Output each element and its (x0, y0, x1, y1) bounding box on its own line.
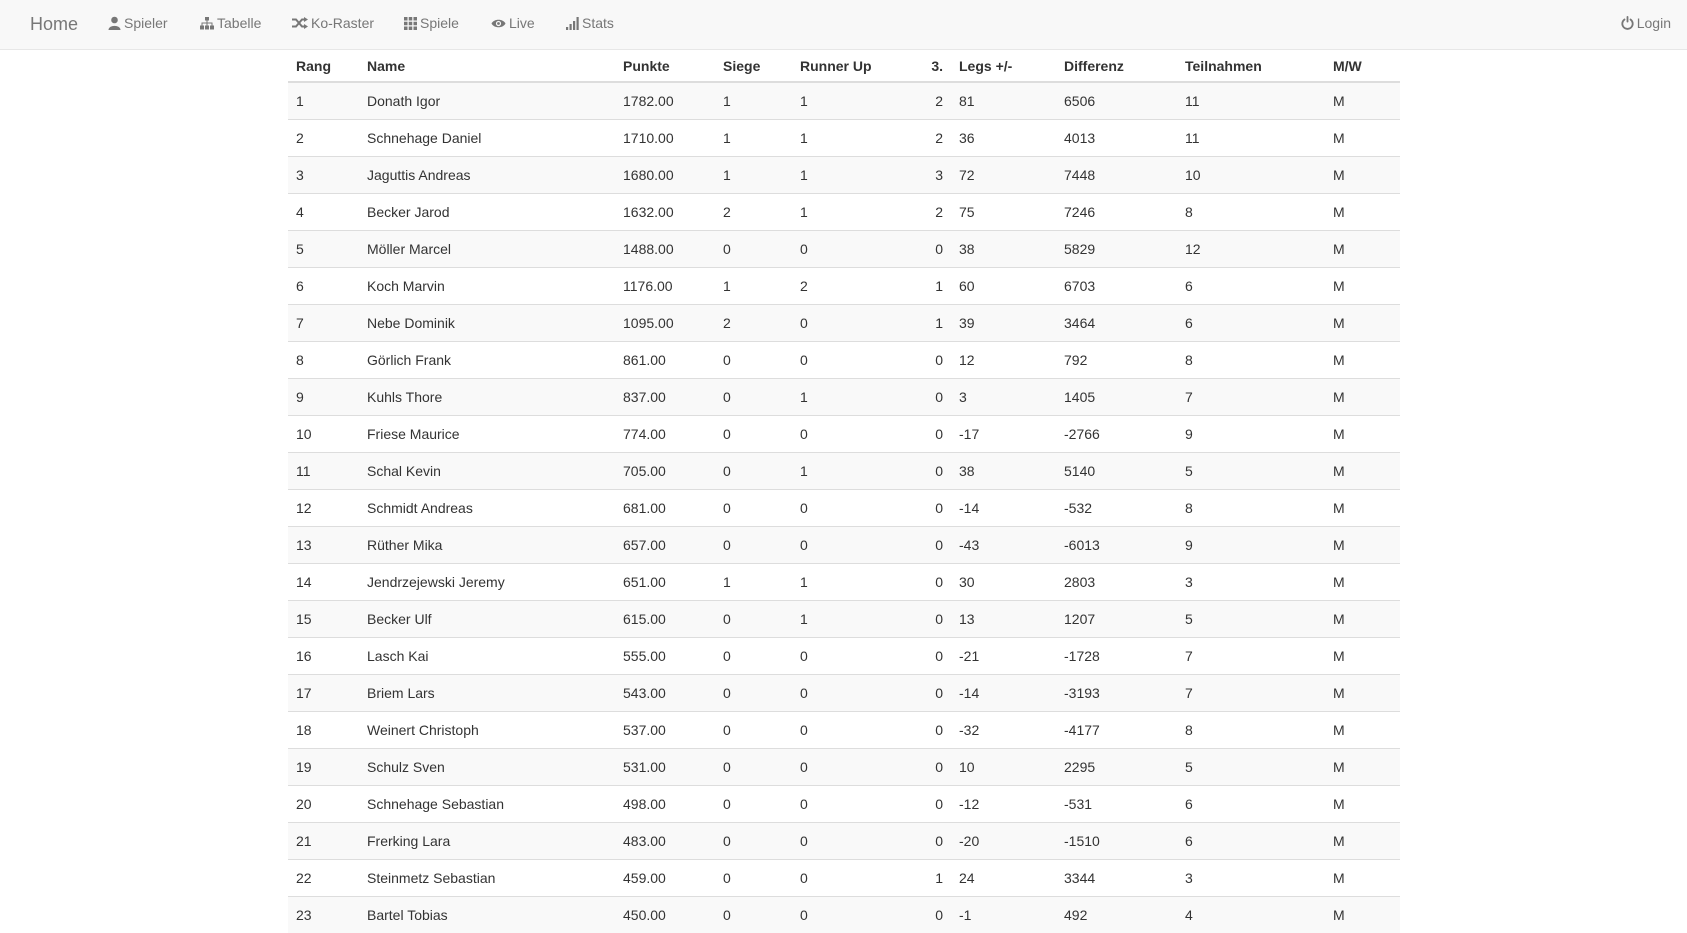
cell-siege: 0 (715, 897, 792, 933)
cell-mw: M (1325, 860, 1400, 897)
cell-punkte: 837.00 (615, 379, 715, 416)
cell-differenz: 7448 (1056, 157, 1177, 194)
table-row (288, 157, 1400, 194)
cell-punkte: 537.00 (615, 712, 715, 749)
cell-legs: -20 (951, 823, 1056, 860)
cell-runner-up: 0 (792, 860, 915, 897)
cell-punkte: 1176.00 (615, 268, 715, 305)
cell-mw: M (1325, 379, 1400, 416)
table-row (288, 120, 1400, 157)
cell-rang: 18 (288, 712, 359, 749)
cell-teilnahmen: 8 (1177, 712, 1325, 749)
table-row (288, 342, 1400, 379)
ranking-table-container (288, 50, 1400, 933)
table-row (288, 712, 1400, 749)
cell-runner-up: 0 (792, 416, 915, 453)
nav-item-label: Spiele (420, 15, 459, 31)
cell-rang: 10 (288, 416, 359, 453)
cell-punkte: 1710.00 (615, 120, 715, 157)
cell-teilnahmen: 5 (1177, 749, 1325, 786)
col-teilnahmen: Teilnahmen (1177, 50, 1325, 82)
cell-runner-up: 0 (792, 305, 915, 342)
cell-legs: -32 (951, 712, 1056, 749)
table-body (288, 82, 1400, 933)
cell-runner-up: 0 (792, 749, 915, 786)
col-third: 3. (915, 50, 951, 82)
cell-punkte: 705.00 (615, 453, 715, 490)
table-row (288, 231, 1400, 268)
cell-legs: -1 (951, 897, 1056, 933)
table-row (288, 638, 1400, 675)
table-row (288, 786, 1400, 823)
table-header-row (288, 50, 1400, 82)
nav-item-label: Live (509, 15, 535, 31)
cell-punkte: 1782.00 (615, 82, 715, 120)
cell-teilnahmen: 10 (1177, 157, 1325, 194)
cell-siege: 0 (715, 638, 792, 675)
cell-rang: 5 (288, 231, 359, 268)
cell-punkte: 615.00 (615, 601, 715, 638)
cell-legs: 75 (951, 194, 1056, 231)
cell-name: Schnehage Sebastian (359, 786, 615, 823)
cell-punkte: 681.00 (615, 490, 715, 527)
cell-legs: 72 (951, 157, 1056, 194)
random-icon (292, 17, 308, 29)
cell-differenz: 792 (1056, 342, 1177, 379)
table-row (288, 897, 1400, 933)
cell-siege: 0 (715, 379, 792, 416)
cell-differenz: 3344 (1056, 860, 1177, 897)
cell-runner-up: 0 (792, 231, 915, 268)
cell-runner-up: 0 (792, 675, 915, 712)
cell-differenz: 6703 (1056, 268, 1177, 305)
table-row (288, 416, 1400, 453)
cell-legs: 13 (951, 601, 1056, 638)
cell-differenz: -531 (1056, 786, 1177, 823)
cell-siege: 1 (715, 82, 792, 120)
cell-rang: 23 (288, 897, 359, 933)
cell-siege: 0 (715, 231, 792, 268)
cell-name: Becker Ulf (359, 601, 615, 638)
cell-rang: 12 (288, 490, 359, 527)
cell-punkte: 1632.00 (615, 194, 715, 231)
cell-legs: 60 (951, 268, 1056, 305)
ranking-table (288, 50, 1400, 933)
nav-item-label: Ko-Raster (311, 15, 374, 31)
cell-mw: M (1325, 82, 1400, 120)
table-row (288, 305, 1400, 342)
cell-differenz: -1510 (1056, 823, 1177, 860)
cell-siege: 0 (715, 860, 792, 897)
cell-siege: 0 (715, 453, 792, 490)
cell-punkte: 1095.00 (615, 305, 715, 342)
cell-siege: 2 (715, 194, 792, 231)
cell-third: 0 (915, 416, 951, 453)
cell-runner-up: 1 (792, 379, 915, 416)
cell-teilnahmen: 9 (1177, 527, 1325, 564)
cell-teilnahmen: 11 (1177, 82, 1325, 120)
cell-punkte: 531.00 (615, 749, 715, 786)
cell-rang: 6 (288, 268, 359, 305)
table-row (288, 601, 1400, 638)
cell-rang: 15 (288, 601, 359, 638)
table-row (288, 564, 1400, 601)
power-icon (1621, 16, 1634, 30)
cell-punkte: 498.00 (615, 786, 715, 823)
cell-mw: M (1325, 786, 1400, 823)
cell-siege: 0 (715, 342, 792, 379)
cell-runner-up: 0 (792, 342, 915, 379)
cell-legs: 81 (951, 82, 1056, 120)
cell-rang: 19 (288, 749, 359, 786)
cell-name: Schulz Sven (359, 749, 615, 786)
cell-third: 0 (915, 823, 951, 860)
table-row (288, 453, 1400, 490)
cell-runner-up: 0 (792, 823, 915, 860)
cell-mw: M (1325, 712, 1400, 749)
cell-legs: 38 (951, 453, 1056, 490)
cell-siege: 1 (715, 120, 792, 157)
cell-third: 1 (915, 268, 951, 305)
home-link[interactable]: Home (30, 14, 78, 35)
cell-siege: 0 (715, 490, 792, 527)
eye-icon (491, 18, 506, 29)
cell-runner-up: 1 (792, 82, 915, 120)
cell-name: Becker Jarod (359, 194, 615, 231)
cell-punkte: 1680.00 (615, 157, 715, 194)
nav-item-spieler[interactable] (108, 15, 168, 31)
cell-mw: M (1325, 453, 1400, 490)
cell-legs: 36 (951, 120, 1056, 157)
cell-mw: M (1325, 823, 1400, 860)
cell-legs: -43 (951, 527, 1056, 564)
cell-name: Lasch Kai (359, 638, 615, 675)
cell-mw: M (1325, 527, 1400, 564)
cell-differenz: 4013 (1056, 120, 1177, 157)
cell-siege: 1 (715, 157, 792, 194)
cell-legs: -14 (951, 490, 1056, 527)
cell-punkte: 450.00 (615, 897, 715, 933)
cell-name: Koch Marvin (359, 268, 615, 305)
cell-mw: M (1325, 305, 1400, 342)
cell-legs: -12 (951, 786, 1056, 823)
cell-teilnahmen: 8 (1177, 342, 1325, 379)
nav-item-stats[interactable] (566, 15, 614, 31)
cell-runner-up: 0 (792, 638, 915, 675)
cell-name: Friese Maurice (359, 416, 615, 453)
cell-rang: 22 (288, 860, 359, 897)
cell-third: 0 (915, 897, 951, 933)
cell-mw: M (1325, 120, 1400, 157)
cell-third: 0 (915, 231, 951, 268)
cell-third: 0 (915, 490, 951, 527)
cell-rang: 1 (288, 82, 359, 120)
cell-teilnahmen: 8 (1177, 194, 1325, 231)
table-row (288, 527, 1400, 564)
cell-name: Frerking Lara (359, 823, 615, 860)
cell-teilnahmen: 4 (1177, 897, 1325, 933)
nav-item-label: Spieler (124, 15, 168, 31)
cell-differenz: 492 (1056, 897, 1177, 933)
cell-third: 0 (915, 527, 951, 564)
cell-rang: 2 (288, 120, 359, 157)
cell-name: Schnehage Daniel (359, 120, 615, 157)
col-siege: Siege (715, 50, 792, 82)
cell-legs: -17 (951, 416, 1056, 453)
cell-siege: 0 (715, 749, 792, 786)
cell-legs: 3 (951, 379, 1056, 416)
cell-third: 0 (915, 453, 951, 490)
col-mw: M/W (1325, 50, 1400, 82)
cell-teilnahmen: 9 (1177, 416, 1325, 453)
cell-rang: 7 (288, 305, 359, 342)
cell-siege: 2 (715, 305, 792, 342)
col-legs: Legs +/- (951, 50, 1056, 82)
cell-punkte: 657.00 (615, 527, 715, 564)
cell-differenz: 1207 (1056, 601, 1177, 638)
cell-rang: 14 (288, 564, 359, 601)
cell-mw: M (1325, 638, 1400, 675)
cell-teilnahmen: 7 (1177, 638, 1325, 675)
table-row (288, 82, 1400, 120)
cell-runner-up: 0 (792, 897, 915, 933)
col-runner-up: Runner Up (792, 50, 915, 82)
cell-runner-up: 1 (792, 601, 915, 638)
cell-differenz: -532 (1056, 490, 1177, 527)
cell-siege: 1 (715, 564, 792, 601)
col-name: Name (359, 50, 615, 82)
cell-differenz: -2766 (1056, 416, 1177, 453)
cell-legs: 24 (951, 860, 1056, 897)
cell-teilnahmen: 6 (1177, 268, 1325, 305)
cell-legs: 10 (951, 749, 1056, 786)
cell-differenz: 6506 (1056, 82, 1177, 120)
table-row (288, 379, 1400, 416)
cell-siege: 0 (715, 712, 792, 749)
table-row (288, 675, 1400, 712)
cell-rang: 11 (288, 453, 359, 490)
cell-mw: M (1325, 194, 1400, 231)
cell-runner-up: 0 (792, 786, 915, 823)
col-rang: Rang (288, 50, 359, 82)
cell-siege: 0 (715, 527, 792, 564)
cell-name: Möller Marcel (359, 231, 615, 268)
cell-legs: 30 (951, 564, 1056, 601)
nav-item-label: Stats (582, 15, 614, 31)
cell-runner-up: 0 (792, 490, 915, 527)
cell-third: 0 (915, 379, 951, 416)
cell-punkte: 1488.00 (615, 231, 715, 268)
cell-runner-up: 1 (792, 120, 915, 157)
nav-item-tabelle[interactable] (200, 15, 261, 31)
cell-third: 0 (915, 749, 951, 786)
cell-teilnahmen: 6 (1177, 305, 1325, 342)
cell-siege: 1 (715, 268, 792, 305)
cell-third: 2 (915, 194, 951, 231)
cell-mw: M (1325, 342, 1400, 379)
cell-name: Steinmetz Sebastian (359, 860, 615, 897)
cell-teilnahmen: 6 (1177, 786, 1325, 823)
cell-legs: -14 (951, 675, 1056, 712)
cell-differenz: 5140 (1056, 453, 1177, 490)
cell-runner-up: 1 (792, 157, 915, 194)
cell-differenz: 5829 (1056, 231, 1177, 268)
login-button[interactable] (1621, 15, 1671, 31)
cell-rang: 16 (288, 638, 359, 675)
cell-mw: M (1325, 601, 1400, 638)
cell-mw: M (1325, 897, 1400, 933)
cell-name: Bartel Tobias (359, 897, 615, 933)
cell-siege: 0 (715, 416, 792, 453)
cell-rang: 17 (288, 675, 359, 712)
cell-siege: 0 (715, 675, 792, 712)
cell-mw: M (1325, 564, 1400, 601)
cell-third: 0 (915, 712, 951, 749)
cell-rang: 4 (288, 194, 359, 231)
col-punkte: Punkte (615, 50, 715, 82)
cell-mw: M (1325, 416, 1400, 453)
cell-third: 0 (915, 564, 951, 601)
cell-differenz: -1728 (1056, 638, 1177, 675)
cell-name: Donath Igor (359, 82, 615, 120)
cell-third: 0 (915, 601, 951, 638)
cell-name: Schmidt Andreas (359, 490, 615, 527)
cell-runner-up: 1 (792, 194, 915, 231)
cell-legs: 38 (951, 231, 1056, 268)
login-label: Login (1637, 15, 1671, 31)
cell-third: 2 (915, 82, 951, 120)
cell-runner-up: 1 (792, 453, 915, 490)
cell-third: 1 (915, 305, 951, 342)
sitemap-icon (200, 17, 214, 30)
cell-differenz: -6013 (1056, 527, 1177, 564)
cell-teilnahmen: 3 (1177, 860, 1325, 897)
cell-differenz: -3193 (1056, 675, 1177, 712)
cell-punkte: 555.00 (615, 638, 715, 675)
cell-name: Jendrzejewski Jeremy (359, 564, 615, 601)
cell-name: Briem Lars (359, 675, 615, 712)
cell-rang: 21 (288, 823, 359, 860)
cell-punkte: 459.00 (615, 860, 715, 897)
cell-third: 0 (915, 342, 951, 379)
cell-legs: -21 (951, 638, 1056, 675)
nav-item-label: Tabelle (217, 15, 261, 31)
cell-teilnahmen: 7 (1177, 675, 1325, 712)
cell-mw: M (1325, 231, 1400, 268)
cell-runner-up: 0 (792, 712, 915, 749)
cell-differenz: -4177 (1056, 712, 1177, 749)
cell-runner-up: 2 (792, 268, 915, 305)
cell-rang: 13 (288, 527, 359, 564)
cell-rang: 20 (288, 786, 359, 823)
cell-teilnahmen: 12 (1177, 231, 1325, 268)
cell-third: 1 (915, 860, 951, 897)
cell-rang: 8 (288, 342, 359, 379)
cell-differenz: 3464 (1056, 305, 1177, 342)
cell-runner-up: 0 (792, 527, 915, 564)
cell-teilnahmen: 8 (1177, 490, 1325, 527)
cell-mw: M (1325, 268, 1400, 305)
cell-teilnahmen: 5 (1177, 601, 1325, 638)
cell-punkte: 543.00 (615, 675, 715, 712)
cell-teilnahmen: 5 (1177, 453, 1325, 490)
cell-rang: 9 (288, 379, 359, 416)
cell-teilnahmen: 7 (1177, 379, 1325, 416)
cell-punkte: 861.00 (615, 342, 715, 379)
cell-siege: 0 (715, 823, 792, 860)
cell-name: Rüther Mika (359, 527, 615, 564)
cell-name: Nebe Dominik (359, 305, 615, 342)
cell-name: Görlich Frank (359, 342, 615, 379)
table-row (288, 860, 1400, 897)
cell-teilnahmen: 3 (1177, 564, 1325, 601)
grid-icon (404, 17, 417, 30)
cell-punkte: 483.00 (615, 823, 715, 860)
cell-differenz: 2803 (1056, 564, 1177, 601)
cell-mw: M (1325, 157, 1400, 194)
cell-third: 2 (915, 120, 951, 157)
cell-third: 0 (915, 675, 951, 712)
table-row (288, 268, 1400, 305)
cell-differenz: 2295 (1056, 749, 1177, 786)
table-row (288, 490, 1400, 527)
cell-third: 0 (915, 786, 951, 823)
table-row (288, 823, 1400, 860)
cell-teilnahmen: 11 (1177, 120, 1325, 157)
cell-rang: 3 (288, 157, 359, 194)
stats-icon (566, 17, 579, 30)
cell-legs: 39 (951, 305, 1056, 342)
cell-name: Kuhls Thore (359, 379, 615, 416)
cell-mw: M (1325, 675, 1400, 712)
cell-differenz: 7246 (1056, 194, 1177, 231)
cell-punkte: 774.00 (615, 416, 715, 453)
cell-differenz: 1405 (1056, 379, 1177, 416)
cell-third: 3 (915, 157, 951, 194)
cell-mw: M (1325, 749, 1400, 786)
cell-siege: 0 (715, 601, 792, 638)
cell-name: Jaguttis Andreas (359, 157, 615, 194)
cell-teilnahmen: 6 (1177, 823, 1325, 860)
cell-name: Weinert Christoph (359, 712, 615, 749)
cell-name: Schal Kevin (359, 453, 615, 490)
navbar (0, 0, 1687, 50)
col-differenz: Differenz (1056, 50, 1177, 82)
cell-third: 0 (915, 638, 951, 675)
cell-legs: 12 (951, 342, 1056, 379)
cell-mw: M (1325, 490, 1400, 527)
cell-siege: 0 (715, 786, 792, 823)
cell-runner-up: 1 (792, 564, 915, 601)
nav-item-spiele[interactable] (404, 15, 459, 31)
user-icon (108, 16, 121, 30)
nav-item-ko-raster[interactable] (292, 15, 374, 31)
cell-punkte: 651.00 (615, 564, 715, 601)
table-row (288, 194, 1400, 231)
table-row (288, 749, 1400, 786)
nav-item-live[interactable] (491, 15, 535, 31)
